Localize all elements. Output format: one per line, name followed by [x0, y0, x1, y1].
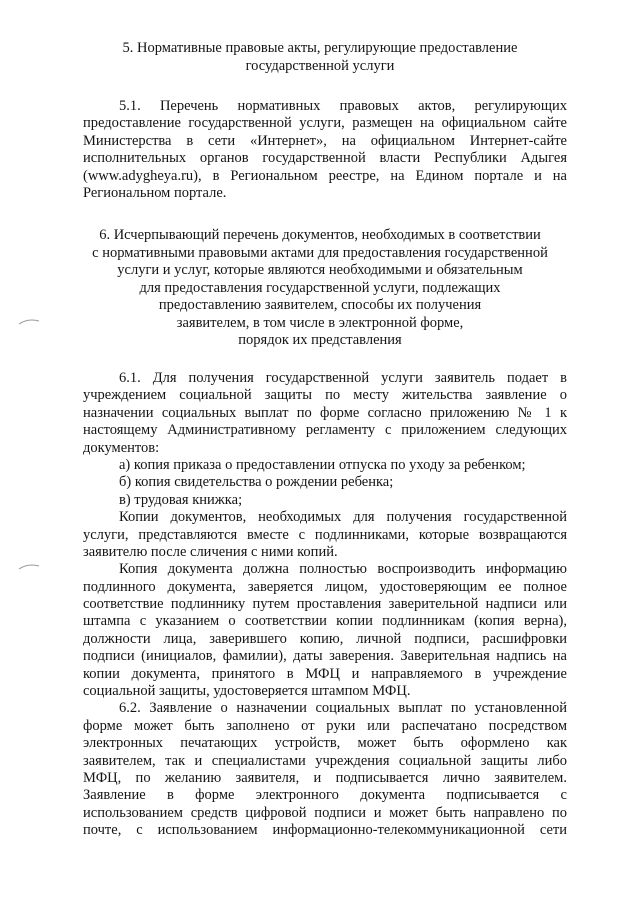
heading-line: с нормативными правовыми актами для предоставления государственной [92, 244, 548, 261]
text-line: почте, с использованием информационно-телекоммуникационной сети [83, 822, 567, 839]
text-line: предоставление государственной услуги, размещен на официальном сайте [83, 115, 567, 132]
margin-scan-mark [18, 318, 40, 326]
text-line: подлинного документа, заверяется лицом, удостоверяющим ее полное [83, 578, 567, 595]
text-line: Региональном портале. [83, 184, 227, 201]
document-list [83, 457, 567, 509]
text-line: должности лица, заверившего копию, личной подписи, расшифровки [83, 630, 567, 647]
paragraph-copy-document [83, 561, 567, 700]
text-line: исполнительных органов государственной власти Республики Адыгея [83, 150, 567, 167]
heading-line: государственной услуги [245, 57, 395, 74]
text-line: услуги, представляются вместе с подлинниками, которые возвращаются [83, 526, 567, 543]
text-line: (www.adygheya.ru), в Региональном реестре, на Едином портале и на [83, 167, 567, 184]
text-line: штампа с указанием о соответствии копии подлинникам (копия верна), [83, 613, 567, 630]
section-5-heading [60, 40, 580, 75]
heading-line: заявителем, в том числе в электронной форме, [176, 314, 464, 331]
list-item: в) трудовая книжка; [119, 491, 243, 508]
heading-line: услуги и услуг, которые являются необходимыми и обязательным [117, 262, 523, 278]
text-line: форме может быть заполнено от руки или распечатано посредством [83, 717, 567, 734]
text-line: соответствие подлиннику путем проставления заверительной надписи или [83, 596, 567, 613]
heading-line: предоставлению заявителем, способы их получения [158, 297, 482, 313]
heading-line: 6. Исчерпывающий перечень документов, необходимых в соответствии [99, 227, 541, 243]
margin-scan-mark [18, 563, 40, 571]
text-line: использованием средств цифровой подписи и может быть направлено по [83, 804, 567, 821]
paragraph-6-1 [83, 370, 567, 457]
paragraph-5-1 [83, 98, 567, 202]
text-line: копии документа, принятого в МФЦ и направляемого в учреждение [83, 665, 567, 682]
heading-line: для предоставления государственной услуги, подлежащих [139, 279, 501, 296]
text-line: Копии документов, необходимых для получения государственной [119, 509, 567, 526]
text-line: заявителем, так и специалистами учреждения социальной защиты либо [83, 752, 567, 769]
text-line: Заявление в форме электронного документа подписывается с [83, 787, 567, 804]
heading-line: порядок их представления [238, 332, 402, 348]
list-item: б) копия свидетельства о рождении ребенка; [119, 474, 394, 491]
text-line: назначении социальных выплат по форме согласно приложению № 1 к [83, 404, 567, 421]
section-6-body [83, 370, 567, 840]
paragraph-copies [83, 509, 567, 561]
section-6-heading [60, 227, 580, 350]
text-line: Копия документа должна полностью воспроизводить информацию [119, 561, 567, 578]
list-item: а) копия приказа о предоставлении отпуска по уходу за ребенком; [119, 456, 526, 473]
text-line: 6.2. Заявление о назначении социальных выплат по установленной [119, 700, 567, 717]
text-line: 5.1. Перечень нормативных правовых актов, регулирующих [119, 98, 567, 114]
text-line: подписи (инициалов, фамилии), даты заверения. Заверительная надпись на [83, 648, 567, 665]
text-line: социальной защиты, удостоверяется штампом МФЦ. [83, 683, 411, 700]
paragraph-6-2 [83, 700, 567, 839]
heading-line: 5. Нормативные правовые акты, регулирующие предоставление [122, 40, 518, 56]
text-line: МФЦ, по желанию заявителя, и подписывается лично заявителем. [83, 769, 567, 786]
text-line: настоящему Административному регламенту с приложением следующих [83, 422, 567, 439]
text-line: учреждением социальной защиты по месту жительства заявление о [83, 387, 567, 404]
text-line: Министерства в сети «Интернет», на официальном Интернет-сайте [83, 132, 567, 149]
text-line: 6.1. Для получения государственной услуги заявитель подает в [119, 370, 567, 386]
text-line: электронных печатающих устройств, может быть оформлено как [83, 735, 567, 752]
text-line: документов: [83, 439, 160, 456]
text-line: заявителю после сличения с ними копий. [83, 543, 338, 560]
